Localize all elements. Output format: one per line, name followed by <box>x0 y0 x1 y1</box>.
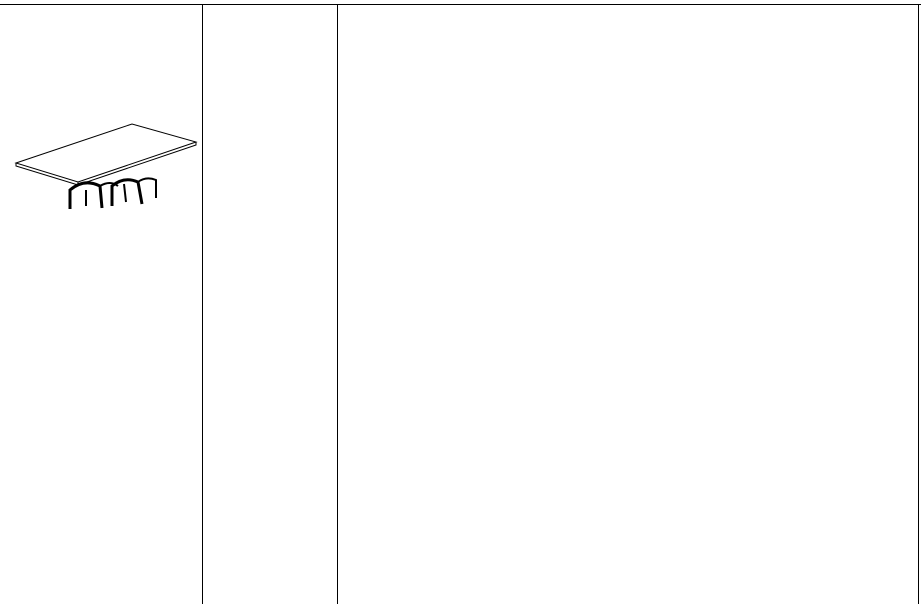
column-divider <box>918 4 919 604</box>
column-divider <box>202 4 203 604</box>
table-icon <box>14 120 198 215</box>
column-divider <box>337 4 338 604</box>
top-rule <box>0 4 921 5</box>
